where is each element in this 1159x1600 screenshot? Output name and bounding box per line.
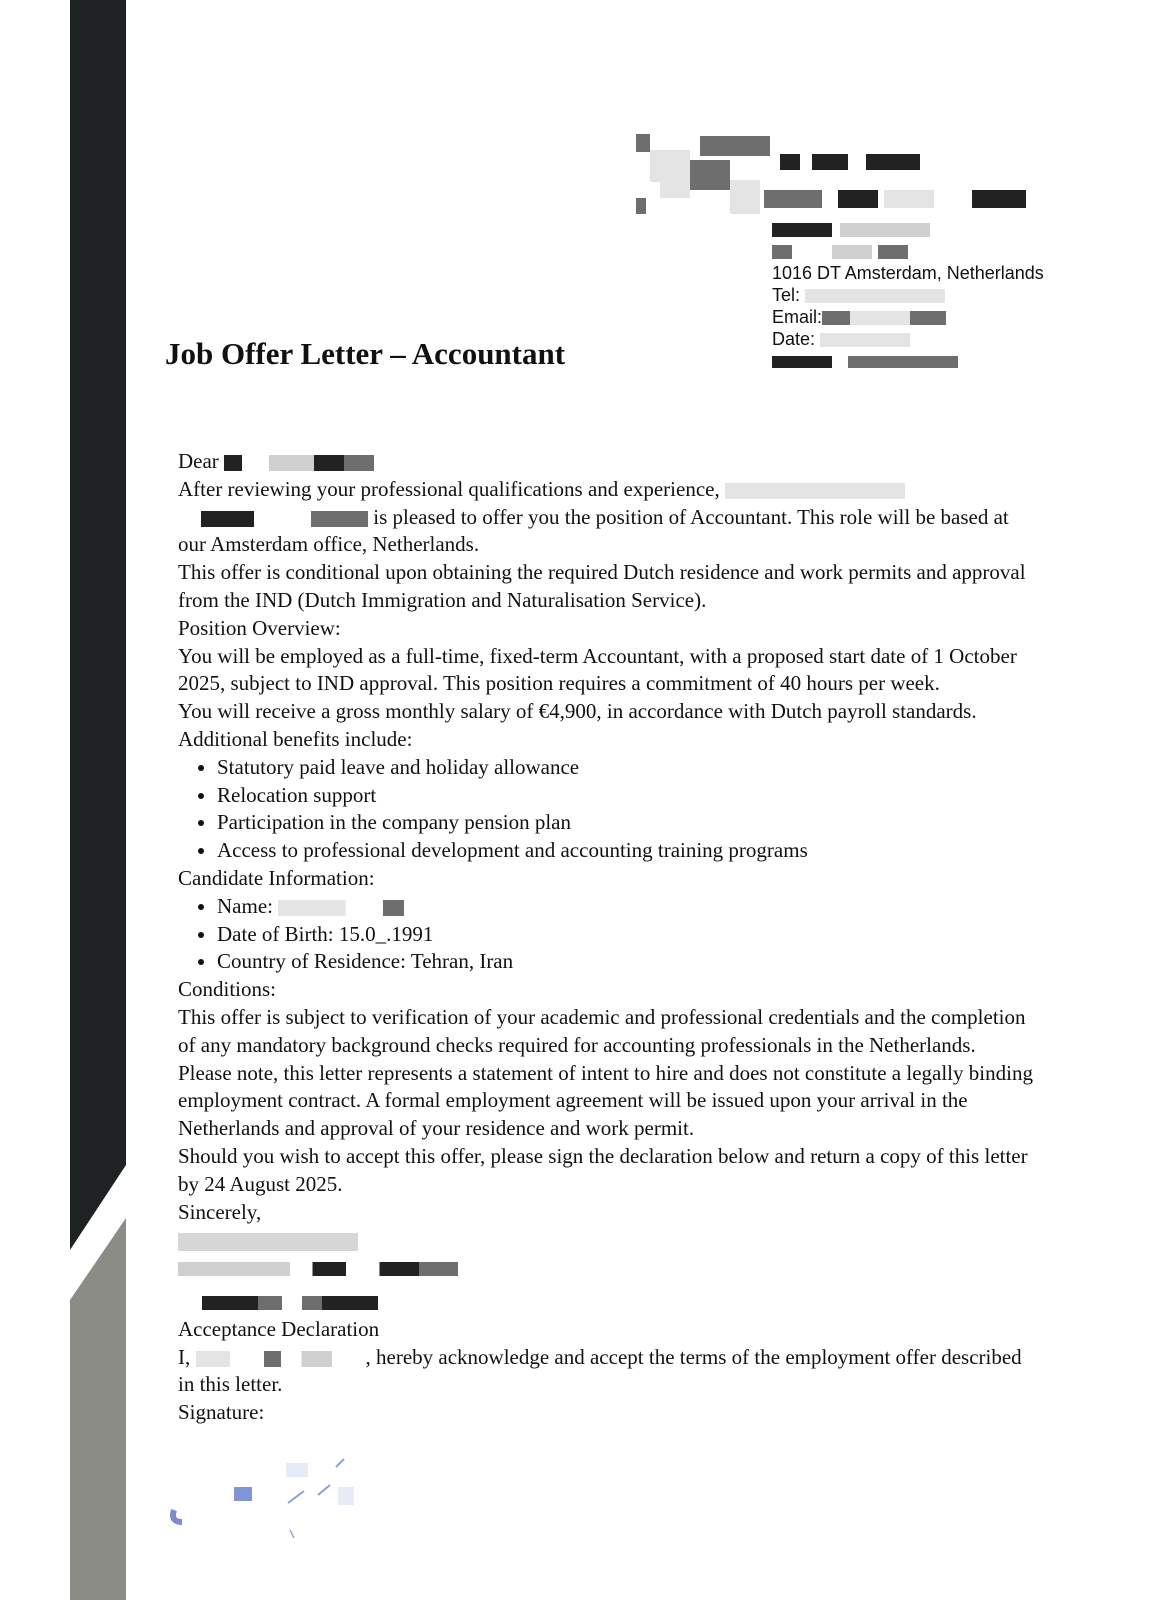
paragraph-note: Please note, this letter represents a statement of intent to hire and does not constitute a legally binding employment contract. A formal employment agreement will be issued upon your arrival in the Netherlands and approval of your residence and work permit. [178, 1060, 1033, 1141]
position-heading: Position Overview: [178, 615, 341, 640]
page-title: Job Offer Letter – Accountant [165, 336, 566, 371]
candidate-residence: • Country of Residence: Tehran, Iran [217, 948, 1038, 976]
paragraph-accept: Should you wish to accept this offer, please sign the declaration below and return a copy of this letter by 24 August 2025. [178, 1143, 1028, 1196]
paragraph-conditional: This offer is conditional upon obtaining the required Dutch residence and work permits and approval from the IND (Dutch Immigration and Naturalisation Service). [178, 560, 1026, 612]
list-item: • Participation in the company pension plan [217, 809, 1038, 837]
candidate-name: • Name: [217, 893, 1038, 921]
signatory-name-redacted [178, 1226, 1038, 1254]
letterhead-line-1 [772, 218, 1112, 240]
email-label: Email: [772, 307, 823, 327]
greeting-text: Dear [178, 449, 219, 473]
list-item: • Access to professional development and accounting training programs [217, 837, 1038, 865]
letterhead-tel [772, 284, 1112, 306]
greeting [178, 448, 1038, 476]
list-item: • Relocation support [217, 782, 1038, 810]
candidate-dob: • Date of Birth: 15.0_.1991 [217, 921, 1038, 949]
benefits-list [178, 754, 1038, 865]
tel-label: Tel: [772, 285, 801, 305]
signatory-title-redacted [178, 1254, 1038, 1282]
candidate-name-redacted [278, 900, 428, 916]
candidate-list [178, 893, 1038, 976]
recipient-name-redacted [224, 455, 374, 471]
list-item: • Statutory paid leave and holiday allowance [217, 754, 1038, 782]
company-stamp-redacted [178, 1288, 1038, 1316]
letter-body [178, 448, 1038, 1427]
letterhead-date [772, 328, 1112, 350]
letterhead-reference-redacted [772, 350, 1112, 372]
candidate-heading: Candidate Information: [178, 865, 375, 890]
letterhead-email [772, 306, 1112, 328]
paragraph-position: You will be employed as a full-time, fixed-term Accountant, with a proposed start date of 1 October 2025, subject to IND approval. This position requires a commitment of 40 hours per week. [178, 643, 1017, 696]
company-name-redacted [725, 483, 905, 499]
signature-label: Signature: [178, 1400, 265, 1425]
signature-scribble [168, 1455, 368, 1545]
declarant-name-redacted [196, 1351, 366, 1367]
letterhead [772, 218, 1112, 372]
conditions-heading: Conditions: [178, 977, 277, 1002]
left-dark-stripe [70, 0, 126, 1600]
declaration-text: I, , hereby acknowledge and accept the terms of the employment offer described in this letter. [178, 1344, 1022, 1397]
letterhead-address: 1016 DT Amsterdam, Netherlands [772, 263, 1044, 283]
paragraph-intro: After reviewing your professional qualifications and experience, is pleased to offer you the position of Accountant. This role will be based at our Amsterdam office, Netherlands. [178, 476, 1009, 557]
letterhead-line-2 [772, 240, 1112, 262]
date-label: Date: [772, 329, 816, 349]
declaration-heading: Acceptance Declaration [178, 1316, 380, 1341]
paragraph-salary: You will receive a gross monthly salary of €4,900, in accordance with Dutch payroll standards. Additional benefits include: [178, 699, 977, 751]
closing: Sincerely, [178, 1199, 262, 1224]
company-name-redacted-2 [178, 511, 368, 527]
paragraph-conditions: This offer is subject to verification of your academic and professional credentials and the completion of any mandatory background checks required for accounting professionals in the Netherlands. [178, 1004, 1026, 1057]
